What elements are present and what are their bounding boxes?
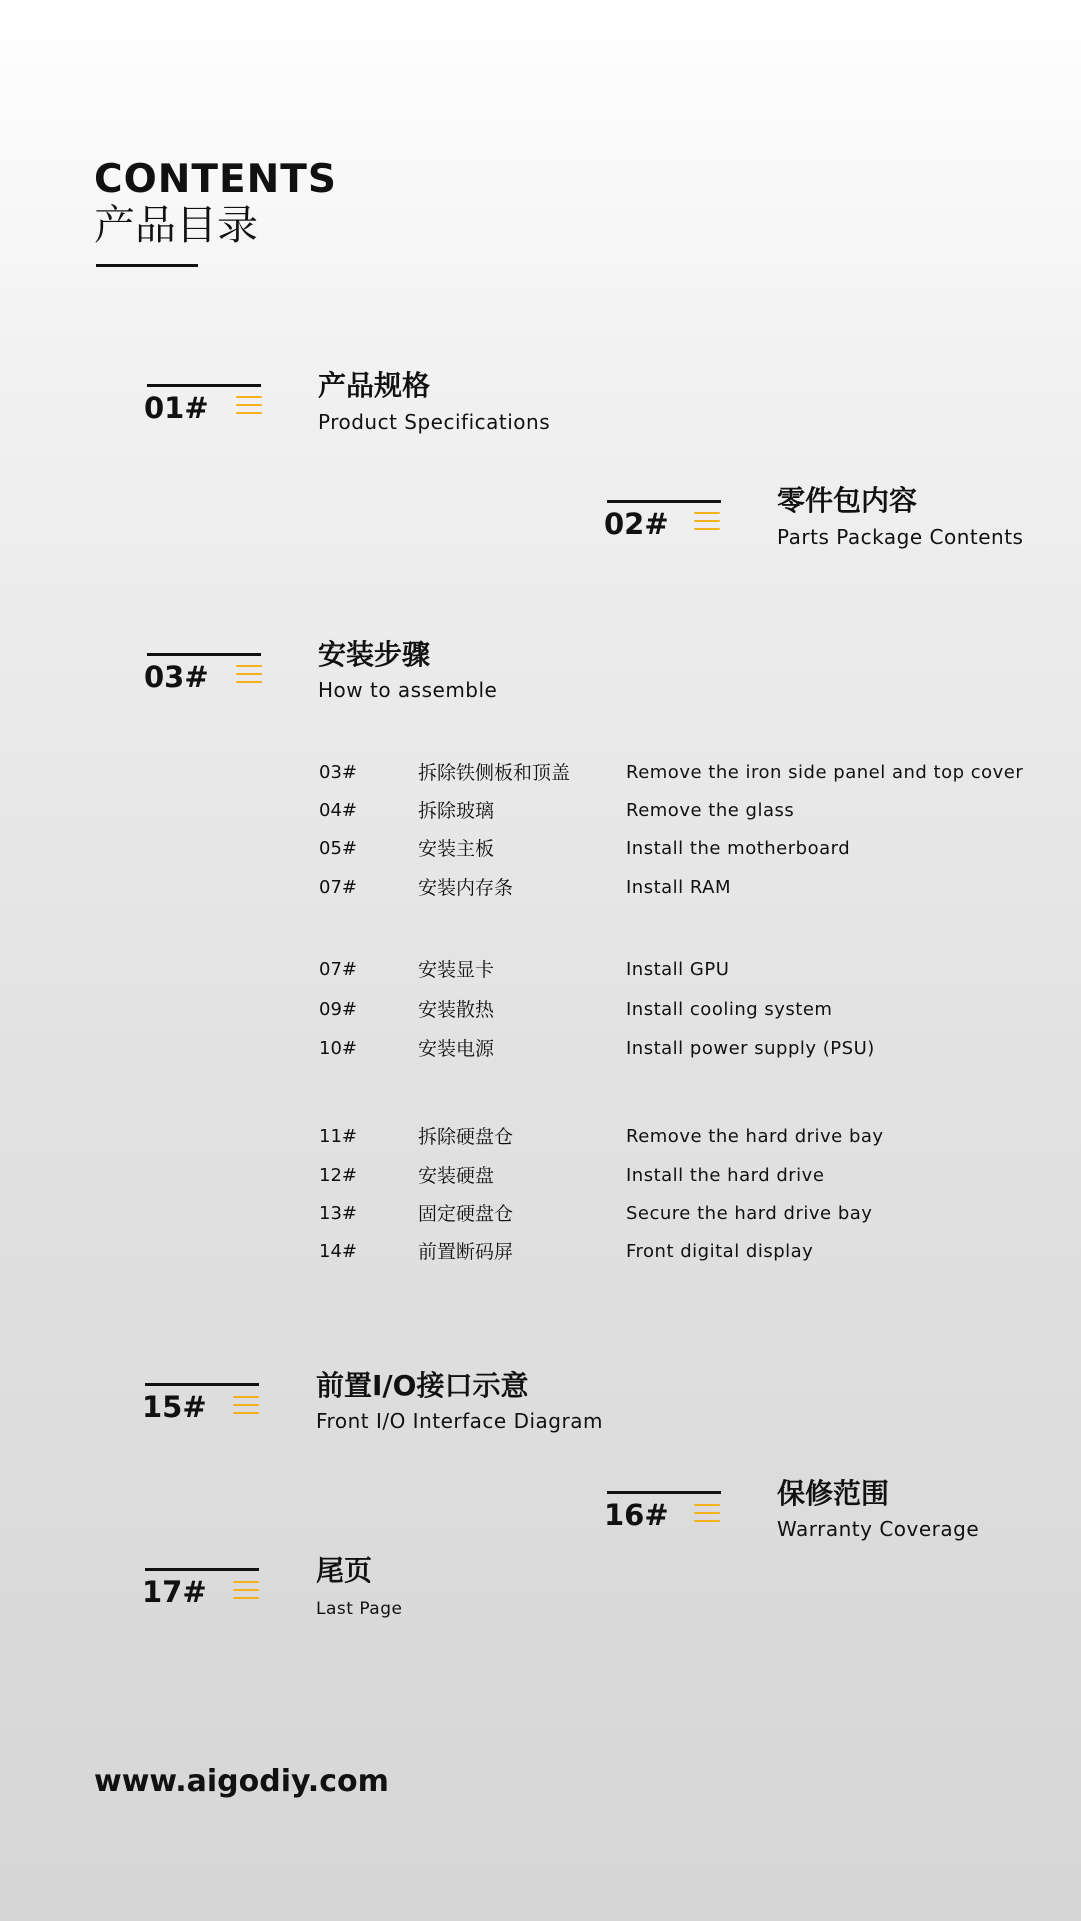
step-title-cn: 拆除玻璃	[418, 800, 495, 822]
list-icon	[694, 512, 720, 534]
step-page-number: 07#	[319, 877, 357, 898]
section-title-cn: 尾页	[316, 1554, 373, 1587]
section-title-en: Front I/O Interface Diagram	[316, 1409, 603, 1433]
section-number: 17#	[142, 1575, 207, 1609]
step-title-en: Install power supply (PSU)	[626, 1038, 875, 1059]
step-title-cn: 安装内存条	[418, 877, 514, 899]
list-icon	[694, 1504, 720, 1526]
step-page-number: 13#	[319, 1203, 357, 1224]
step-title-en: Remove the glass	[626, 800, 795, 821]
section-marker-rule	[607, 500, 721, 503]
step-title-en: Install GPU	[626, 959, 730, 980]
section-title-en: Warranty Coverage	[777, 1517, 980, 1541]
section-title-cn: 零件包内容	[777, 484, 918, 517]
section-title-en: How to assemble	[318, 678, 498, 702]
section-title-cn: 前置I/O接口示意	[316, 1369, 529, 1402]
step-title-cn: 前置断码屏	[418, 1241, 514, 1263]
section-marker-rule	[147, 653, 261, 656]
step-title-en: Remove the hard drive bay	[626, 1126, 884, 1147]
list-icon	[236, 665, 262, 687]
step-title-cn: 安装主板	[418, 838, 495, 860]
step-page-number: 09#	[319, 999, 357, 1020]
section-title-en: Last Page	[316, 1599, 403, 1619]
step-title-cn: 拆除铁侧板和顶盖	[418, 762, 571, 784]
step-title-cn: 安装显卡	[418, 959, 495, 981]
step-title-cn: 固定硬盘仓	[418, 1203, 514, 1225]
step-title-cn: 安装电源	[418, 1038, 495, 1060]
step-page-number: 12#	[319, 1165, 357, 1186]
section-marker-rule	[147, 384, 261, 387]
section-title-cn: 安装步骤	[318, 638, 431, 671]
section-title-cn: 保修范围	[777, 1477, 890, 1510]
step-title-en: Install the motherboard	[626, 838, 851, 859]
step-title-en: Secure the hard drive bay	[626, 1203, 873, 1224]
title-divider	[96, 264, 198, 267]
step-title-cn: 安装硬盘	[418, 1165, 495, 1187]
step-page-number: 04#	[319, 800, 357, 821]
step-title-en: Install the hard drive	[626, 1165, 825, 1186]
step-title-en: Install RAM	[626, 877, 732, 898]
section-number: 15#	[142, 1390, 207, 1424]
website-link[interactable]: www.aigodiy.com	[94, 1764, 389, 1799]
step-title-cn: 拆除硬盘仓	[418, 1126, 514, 1148]
contents-title-cn: 产品目录	[94, 201, 258, 249]
list-icon	[233, 1581, 259, 1603]
step-page-number: 14#	[319, 1241, 357, 1262]
step-page-number: 05#	[319, 838, 357, 859]
list-icon	[233, 1396, 259, 1418]
section-marker-rule	[145, 1383, 259, 1386]
step-page-number: 11#	[319, 1126, 357, 1147]
section-number: 02#	[604, 507, 669, 541]
list-icon	[236, 396, 262, 418]
section-title-cn: 产品规格	[318, 369, 431, 402]
section-number: 03#	[144, 660, 209, 694]
contents-title: CONTENTS	[94, 157, 337, 202]
step-title-en: Front digital display	[626, 1241, 814, 1262]
step-title-en: Remove the iron side panel and top cover	[626, 762, 1024, 783]
step-page-number: 03#	[319, 762, 357, 783]
step-title-cn: 安装散热	[418, 999, 495, 1021]
step-title-en: Install cooling system	[626, 999, 833, 1020]
section-marker-rule	[607, 1491, 721, 1494]
step-page-number: 07#	[319, 959, 357, 980]
section-number: 16#	[604, 1498, 669, 1532]
section-title-en: Parts Package Contents	[777, 525, 1024, 549]
section-title-en: Product Specifications	[318, 410, 551, 434]
step-page-number: 10#	[319, 1038, 357, 1059]
section-number: 01#	[144, 391, 209, 425]
section-marker-rule	[145, 1568, 259, 1571]
